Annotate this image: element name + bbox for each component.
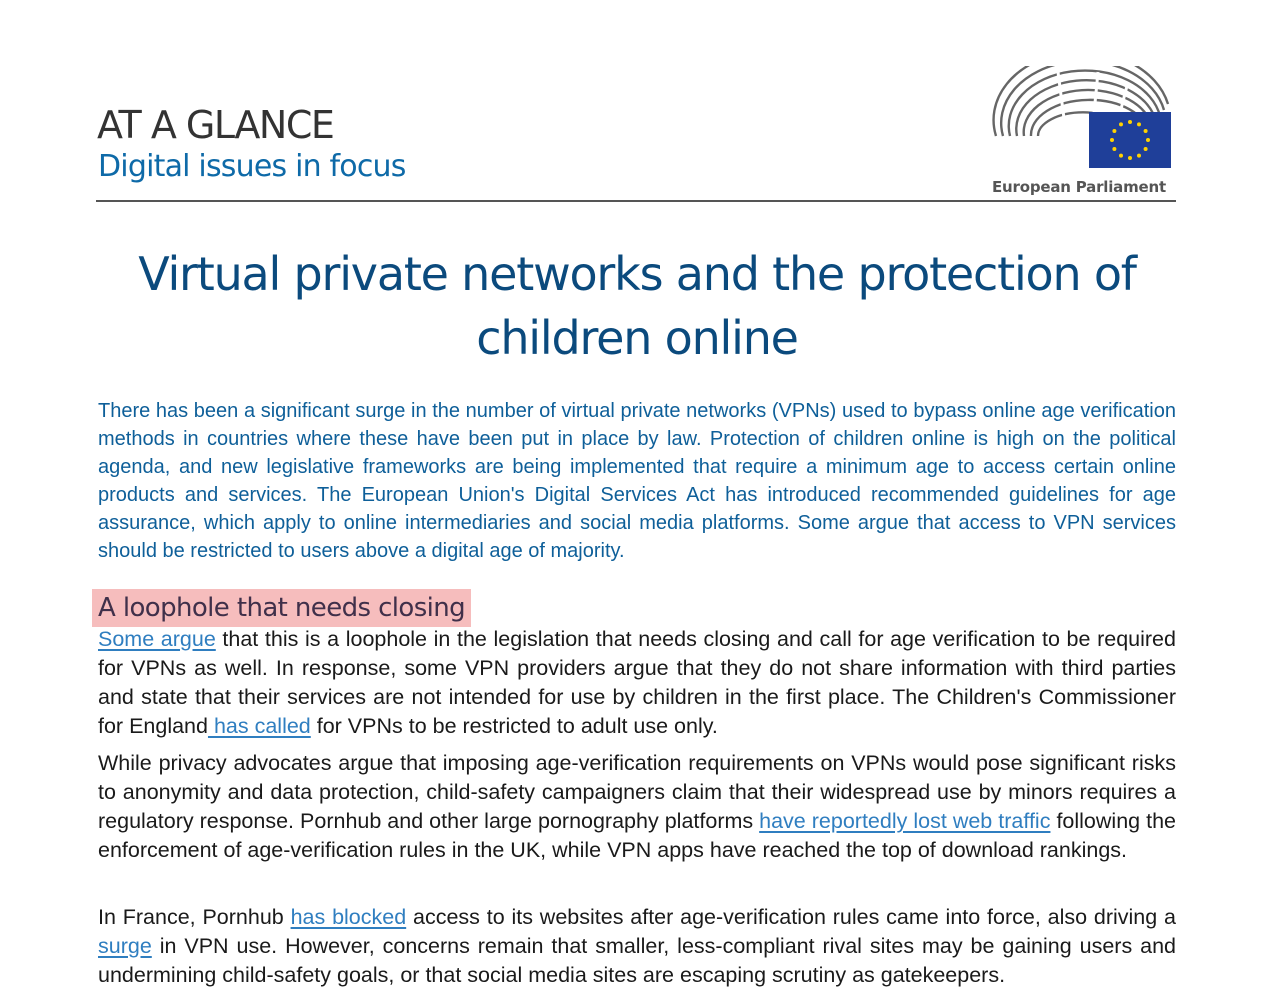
body-paragraph-3	[98, 903, 1176, 990]
body-paragraph-2	[98, 749, 1176, 865]
paragraph-text: access to its websites after age-verification rules came into force, also driving a	[406, 905, 1176, 929]
paragraph-text: following the enforcement of age-verification rules in the UK, while VPN apps have reached the top of download rankings.	[98, 809, 1176, 862]
link-has-called[interactable]: has called	[207, 714, 311, 738]
document-title	[96, 242, 1178, 370]
title-line-2: children online	[476, 311, 798, 365]
eu-flag-icon	[1089, 112, 1171, 168]
at-a-glance-label: AT A GLANCE	[97, 103, 334, 147]
paragraph-text: In France, Pornhub	[98, 905, 291, 929]
link-has-blocked[interactable]: has blocked	[290, 905, 407, 929]
section-heading: A loophole that needs closing	[92, 589, 471, 627]
paragraph-text: that this is a loophole in the legislation that needs closing and call for age verification to be required for VPNs as well. In response, some VPN providers argue that they do not share information with third parties and state that their services are not intended for use by children in the first place. The Children's Commissioner for England	[98, 627, 1176, 738]
body-paragraph-1	[98, 625, 1176, 741]
paragraph-text: in VPN use. However, concerns remain that smaller, less-compliant rival sites may be gaining users and undermining child-safety goals, or that social media sites are escaping scrutiny as gatekeepers.	[98, 934, 1176, 987]
header-divider	[96, 200, 1176, 202]
paragraph-text: for VPNs to be restricted to adult use only.	[310, 714, 718, 738]
link-surge[interactable]: surge	[98, 934, 152, 958]
european-parliament-logo	[988, 66, 1178, 200]
logo-text: European Parliament	[992, 178, 1166, 196]
summary-paragraph: There has been a significant surge in the number of virtual private networks (VPNs) used to bypass online age verification methods in countries where these have been put in place by law. Protection of children online is high on the political agenda, and new legislative frameworks are being implemented that require a minimum age to access certain online products and services. The European Union's Digital Services Act has introduced recommended guidelines for age assurance, which apply to online intermediaries and social media platforms. Some argue that access to VPN services should be restricted to users above a digital age of majority.	[98, 400, 1176, 562]
title-line-1: Virtual private networks and the protection of	[138, 247, 1136, 301]
link-lost-web-traffic[interactable]: have reportedly lost web traffic	[759, 809, 1051, 833]
link-some-argue[interactable]: Some argue	[98, 627, 216, 651]
series-subtitle: Digital issues in focus	[98, 149, 406, 184]
paragraph-text: While privacy advocates argue that imposing age-verification requirements on VPNs would pose significant risks to anonymity and data protection, child-safety campaigners claim that their widespread use by minors requires a regulatory response. Pornhub and other large pornography platforms	[98, 751, 1176, 833]
